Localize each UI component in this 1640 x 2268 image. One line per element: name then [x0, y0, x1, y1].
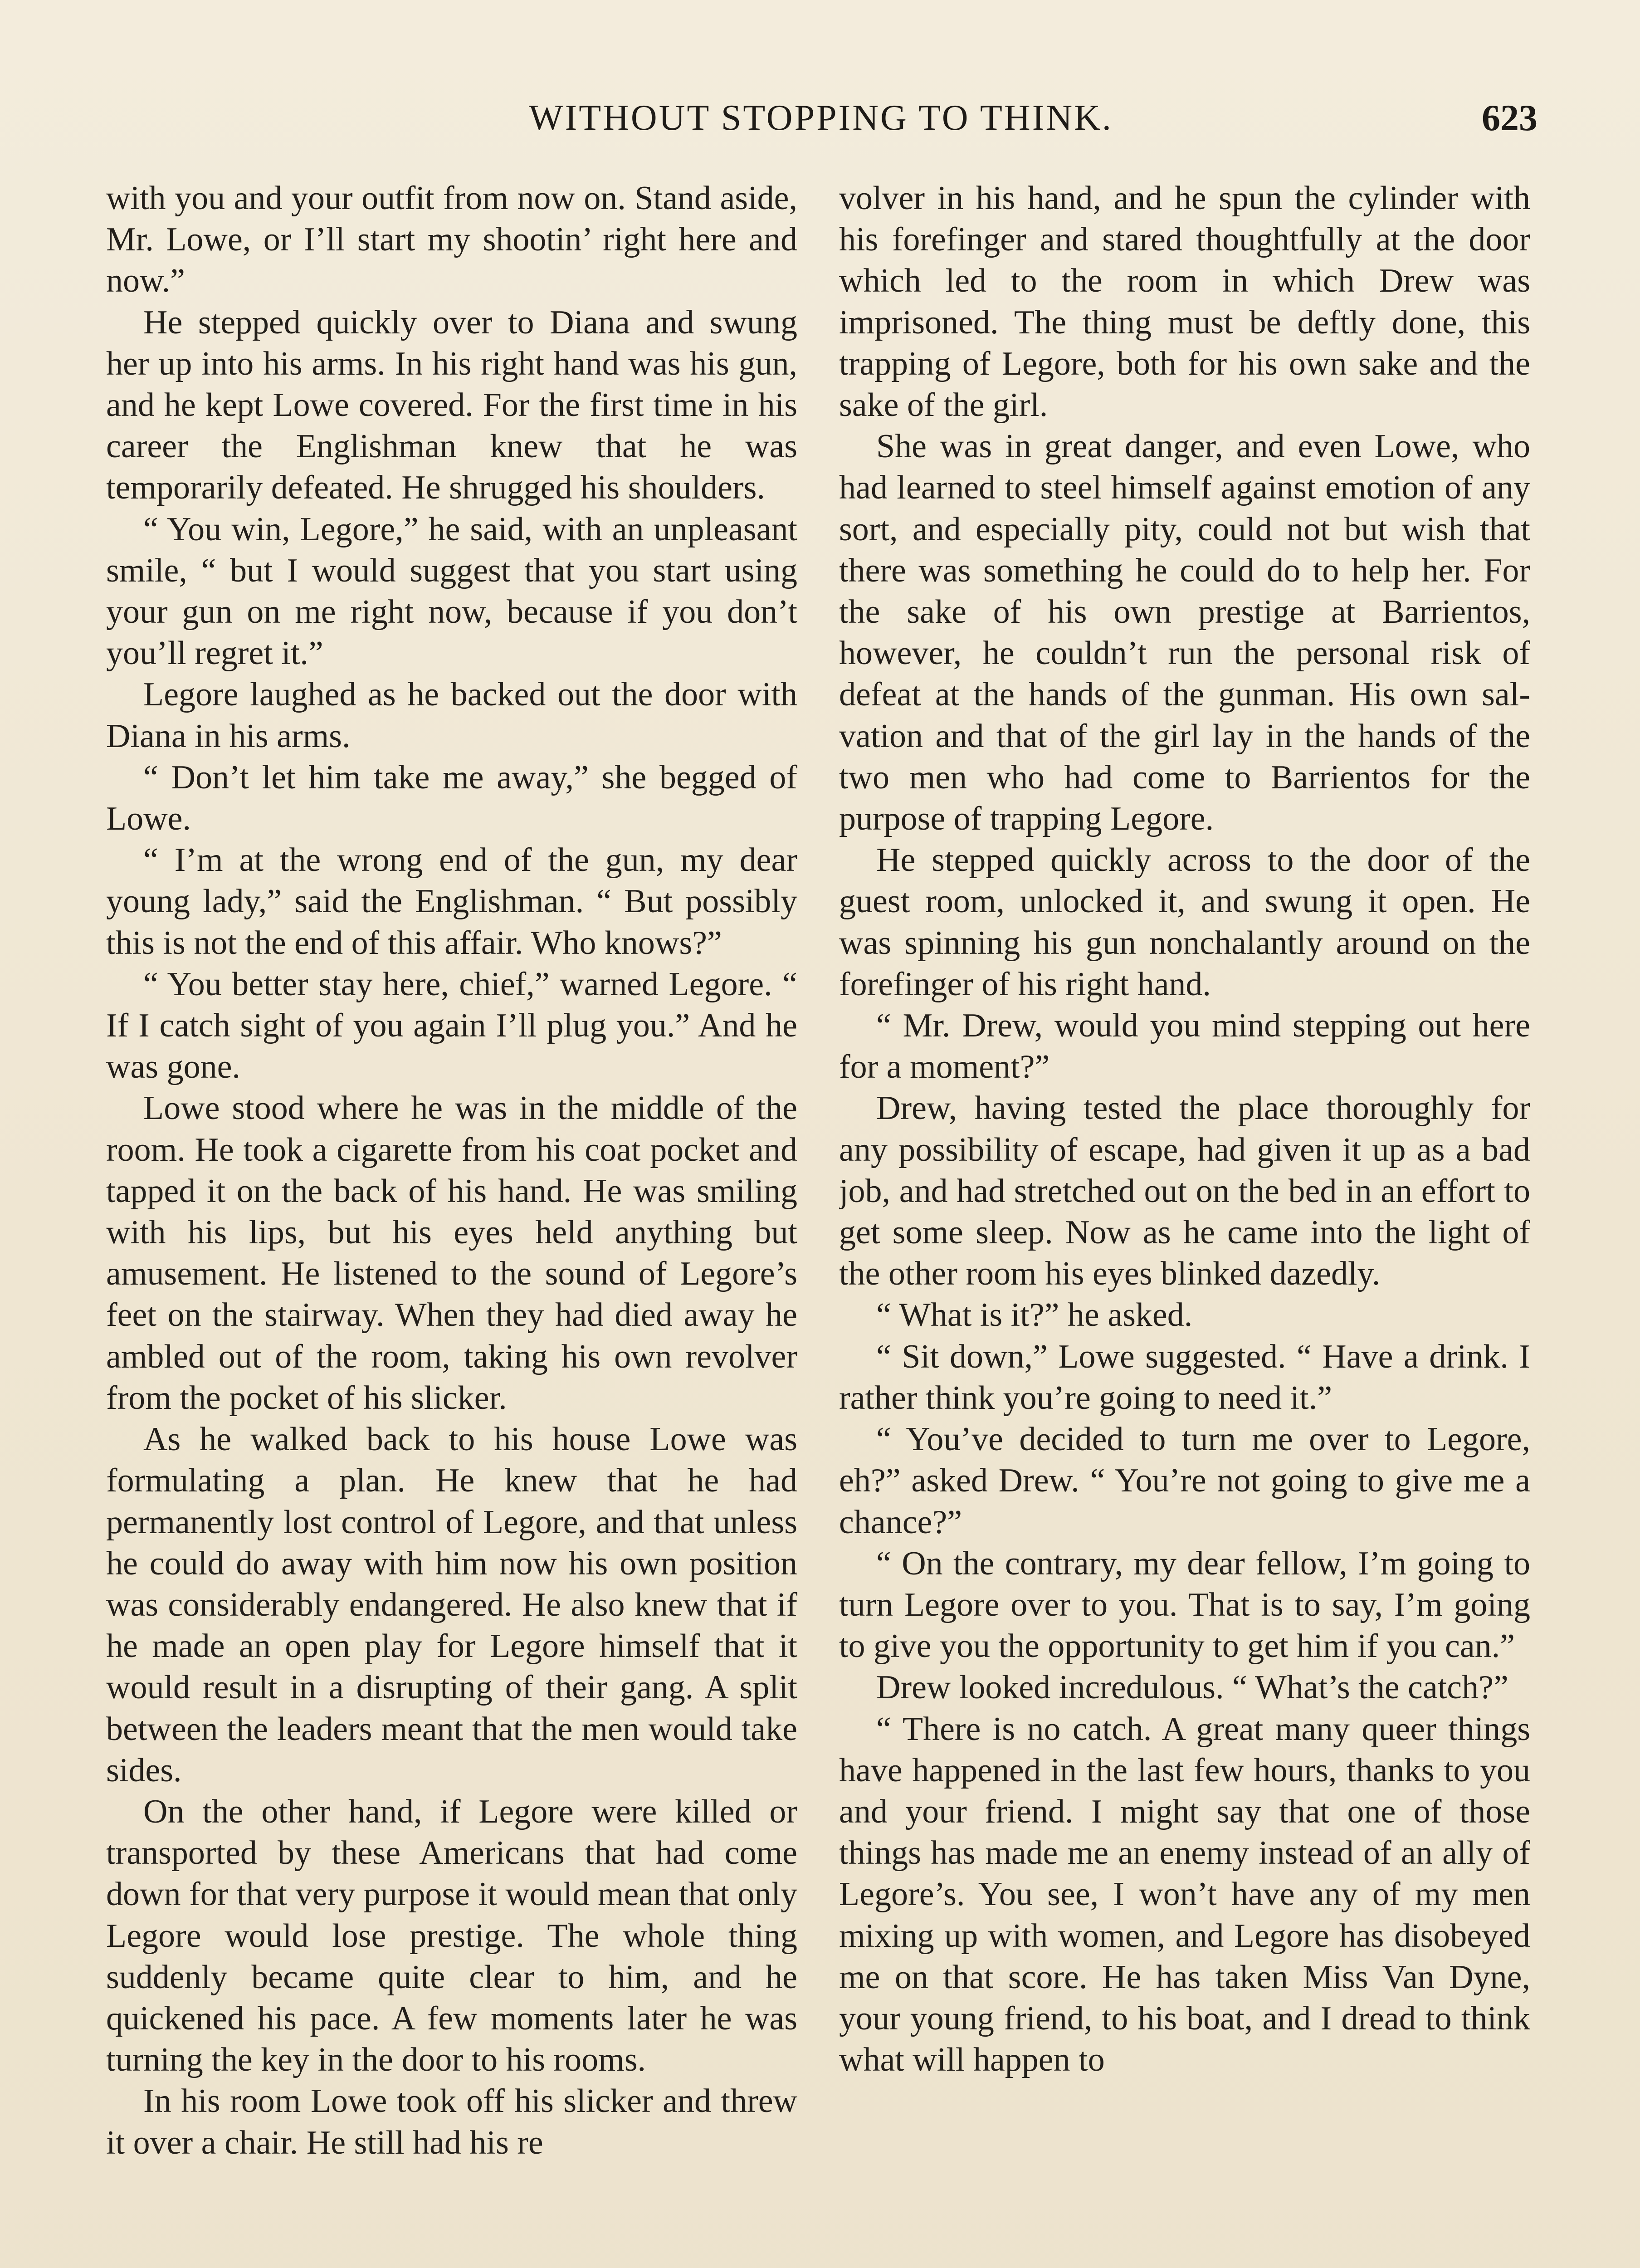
- right-column: [839, 178, 1530, 2268]
- paragraph: “ You’ve decided to turn me over to Legore, eh?” asked Drew. “ You’re not going to give me a chance?”: [839, 1421, 1530, 1541]
- paragraph: “ There is no catch. A great many queer things have happened in the last few hours, thanks to you and your friend. I might say that one of those things has made me an enemy instead of an ally of Legore’s. You see, I won’t have any of my men mixing up with women, and Legore has disobeyed me on that score. He has taken Miss Van Dyne, your young friend, to his boat, and I dread to think what will happen to: [839, 1710, 1530, 2079]
- paragraph: “ Sit down,” Lowe suggested. “ Have a drink. I rather think you’re going to need it.”: [839, 1338, 1530, 1417]
- paragraph: Lowe stood where he was in the middle of the room. He took a cigarette from his coat pocket and tapped it on the back of his hand. He was smiling with his lips, but his eyes held anything but amusement. He listened to the sound of Legore’s feet on the stairway. When they had died away he ambled out of the room, taking his own revolver from the pocket of his slicker.: [106, 1090, 797, 1417]
- paragraph: Drew looked incredulous. “ What’s the catch?”: [876, 1669, 1508, 1706]
- paragraph: As he walked back to his house Lowe was formulating a plan. He knew that he had permanently lost control of Legore, and that unless he could do away with him now his own position was considerably endangered. He also knew that if he made an open play for Legore himself that it would result in a disrupting of their gang. A split between the leaders meant that the men would take sides.: [106, 1421, 797, 1789]
- paragraph: Drew, having tested the place thoroughly for any possibility of escape, had given it up as a bad job, and had stretched out on the bed in an effort to get some sleep. Now as he came into the light of the other room his eyes blinked dazedly.: [839, 1090, 1530, 1293]
- page-number: 623: [1482, 97, 1538, 138]
- paragraph: “ On the contrary, my dear fellow, I’m going to turn Legore over to you. That is to say, I’m going to give you the opportunity to get him if you can.”: [839, 1545, 1530, 1665]
- paragraph: “ What is it?” he asked.: [876, 1296, 1193, 1334]
- paragraph: He stepped quickly across to the door of the guest room, unlocked it, and swung it open. He was spinning his gun nonchalantly around on the forefinger of his right hand.: [839, 841, 1530, 1003]
- paragraph: “ You win, Legore,” he said, with an unpleasant smile, “ but I would suggest that you start using your gun on me right now, because if you don’t you’ll regret it.”: [106, 510, 797, 672]
- paragraph: with you and your outfit from now on. Stand aside, Mr. Lowe, or I’ll start my shootin’ right here and now.”: [106, 180, 797, 300]
- paragraph: “ I’m at the wrong end of the gun, my dear young lady,” said the Englishman. “ But possibly this is not the end of this affair. Who knows?”: [106, 841, 797, 962]
- paragraph: “ Mr. Drew, would you mind stepping out here for a moment?”: [839, 1007, 1530, 1086]
- paragraph: “ Don’t let him take me away,” she begged of Lowe.: [106, 758, 797, 838]
- paragraph: volver in his hand, and he spun the cylinder with his forefinger and stared thoughtfully at the door which led to the room in which Drew was imprisoned. The thing must be deftly done, this trapping of Legore, both for his own sake and the sake of the girl.: [839, 180, 1530, 424]
- paragraph: He stepped quickly over to Diana and swung her up into his arms. In his right hand was his gun, and he kept Lowe covered. For the first time in his career the Englishman knew that he was temporarily defeated. He shrugged his shoulders.: [106, 303, 797, 507]
- paragraph: She was in great danger, and even Lowe, who had learned to steel himself against emotion of any sort, and especially pity, could not but wish that there was something he could do to help her. For the sake of his own prestige at Barrientos, however, he couldn’t run the personal risk of defeat at the hands of the gunman. His own salvation and that of the girl lay in the hands of the two men who had come to Barrientos for the purpose of trapping Legore.: [839, 428, 1530, 838]
- paragraph: On the other hand, if Legore were killed or transported by these Americans that had come down for that very purpose it would mean that only Legore would lose prestige. The whole thing suddenly became quite clear to him, and he quickened his pace. A few moments later he was turning the key in the door to his rooms.: [106, 1793, 797, 2079]
- paragraph: “ You better stay here, chief,” warned Legore. “ If I catch sight of you again I’ll plug you.” And he was gone.: [106, 965, 797, 1086]
- paragraph: Legore laughed as he backed out the door with Diana in his arms.: [106, 676, 797, 755]
- left-column: [106, 178, 797, 2268]
- paragraph: In his room Lowe took off his slicker and threw it over a chair. He still had his re: [106, 2082, 797, 2161]
- page-header: [104, 93, 1538, 143]
- running-title: WITHOUT STOPPING TO THINK.: [529, 98, 1113, 138]
- text-columns: [106, 178, 1530, 2268]
